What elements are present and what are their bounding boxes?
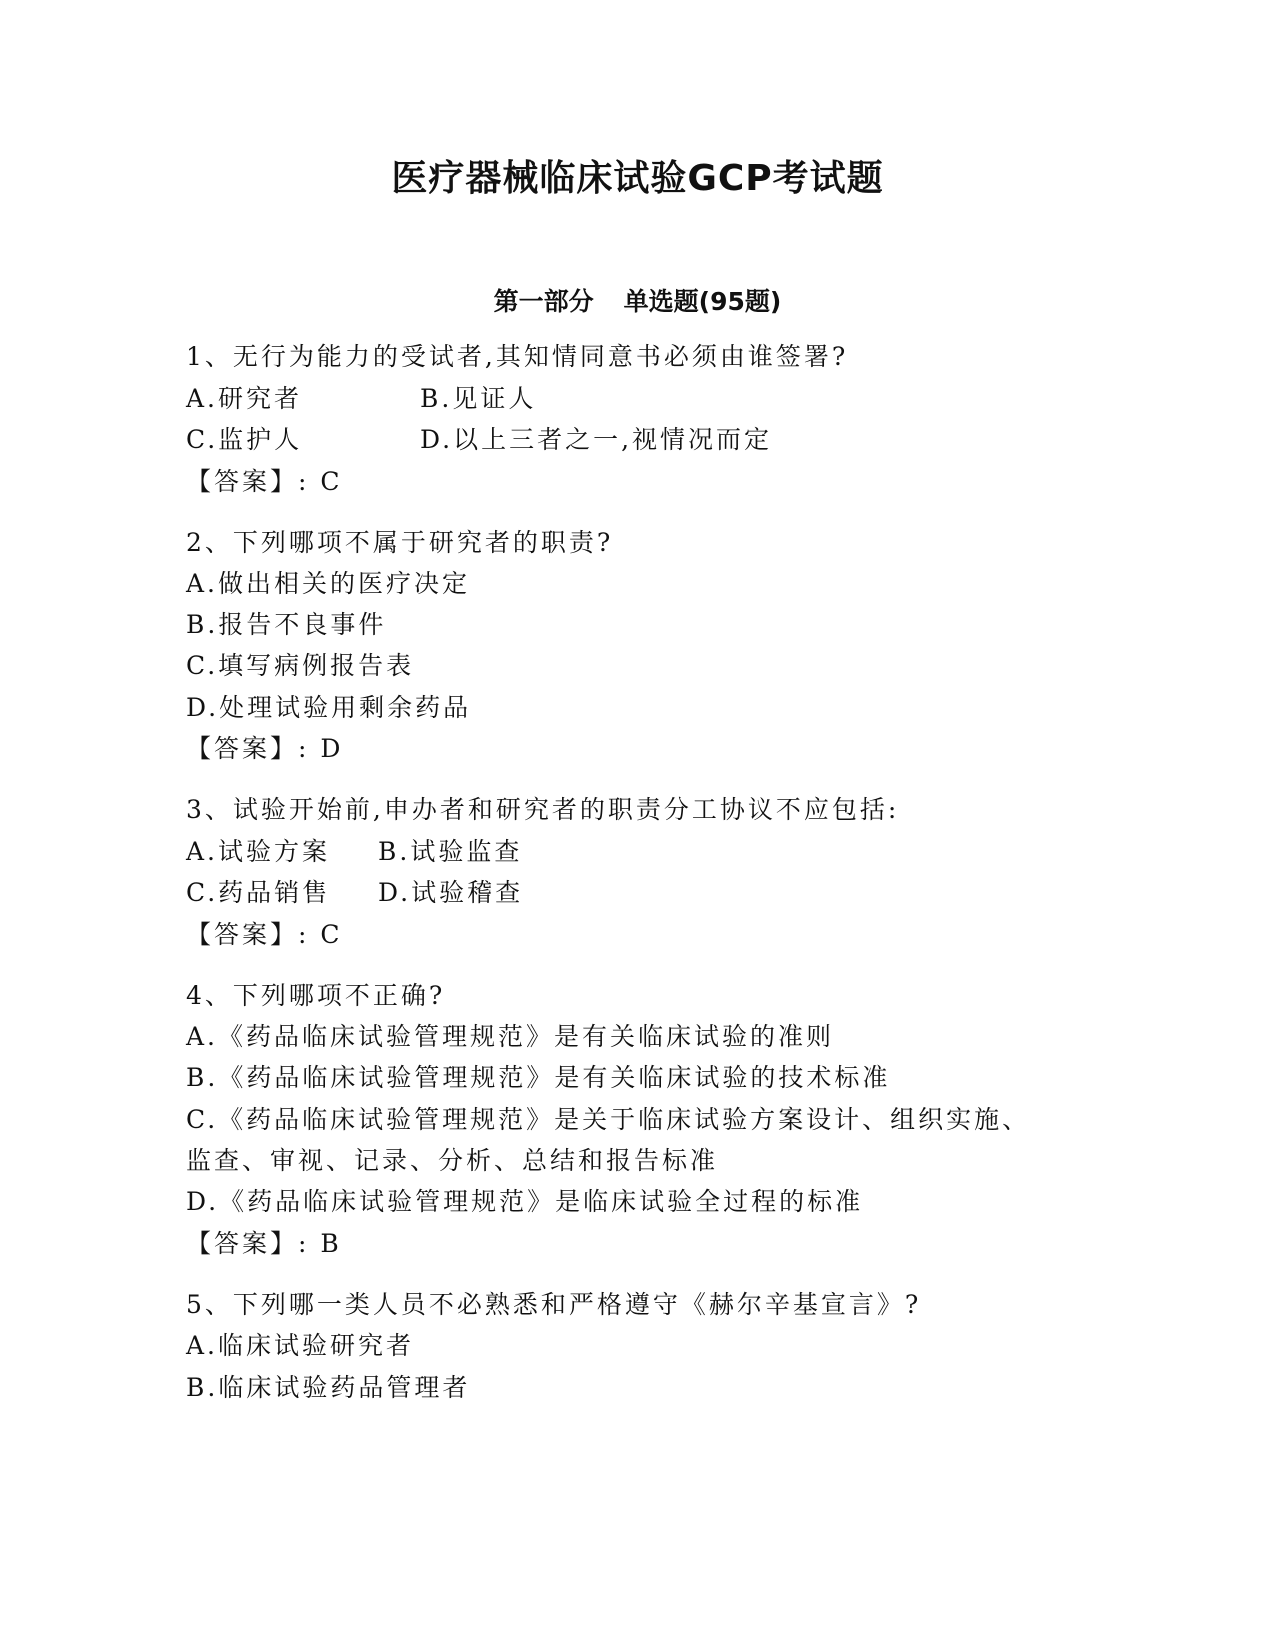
question-1-option-a: A.研究者 <box>186 384 303 413</box>
question-5-stem: 5、下列哪一类人员不必熟悉和严格遵守《赫尔辛基宣言》? <box>186 1290 922 1319</box>
question-3-option-d: D.试验稽查 <box>378 878 524 907</box>
section-heading <box>0 282 1275 318</box>
document-title: 医疗器械临床试验GCP考试题 <box>391 158 884 199</box>
question-1-stem: 1、无行为能力的受试者,其知情同意书必须由谁签署? <box>186 342 849 371</box>
question-4-option-b: B.《药品临床试验管理规范》是有关临床试验的技术标准 <box>186 1063 891 1092</box>
question-2-answer: 【答案】: D <box>186 734 344 763</box>
section-name: 单选题(95题) <box>623 287 782 316</box>
question-2-option-b: B.报告不良事件 <box>186 610 387 639</box>
question-4-option-d: D.《药品临床试验管理规范》是临床试验全过程的标准 <box>186 1187 864 1216</box>
question-3-options-row-2 <box>186 878 524 908</box>
question-3-option-a: A.试验方案 <box>186 837 331 866</box>
question-1-options-row-1 <box>186 384 537 414</box>
question-4-stem: 4、下列哪项不正确? <box>186 981 446 1010</box>
question-4-option-a: A.《药品临床试验管理规范》是有关临床试验的准则 <box>186 1022 835 1051</box>
question-2-stem: 2、下列哪项不属于研究者的职责? <box>186 528 614 557</box>
question-3-options-row-1 <box>186 837 523 867</box>
question-3-option-c: C.药品销售 <box>186 878 331 907</box>
question-5-option-a: A.临床试验研究者 <box>186 1331 415 1360</box>
question-2-option-d: D.处理试验用剩余药品 <box>186 693 472 722</box>
question-4-answer: 【答案】: B <box>186 1229 342 1258</box>
question-3-option-b: B.试验监查 <box>378 837 523 866</box>
section-part: 第一部分 <box>493 287 594 316</box>
question-3-stem: 3、试验开始前,申办者和研究者的职责分工协议不应包括: <box>186 795 900 824</box>
question-1-options-row-2 <box>186 425 773 455</box>
question-1-option-d: D.以上三者之一,视情况而定 <box>420 425 773 454</box>
question-3-answer: 【答案】: C <box>186 920 343 949</box>
question-1-option-b: B.见证人 <box>420 384 537 413</box>
question-2-option-c: C.填写病例报告表 <box>186 651 415 680</box>
question-4-option-c: C.《药品临床试验管理规范》是关于临床试验方案设计、组织实施、 <box>186 1105 1031 1134</box>
question-2-option-a: A.做出相关的医疗决定 <box>186 569 471 598</box>
question-1-answer: 【答案】: C <box>186 467 343 496</box>
question-4-option-c-continued: 监查、审视、记录、分析、总结和报告标准 <box>186 1146 719 1175</box>
question-1-option-c: C.监护人 <box>186 425 303 454</box>
question-5-option-b: B.临床试验药品管理者 <box>186 1373 471 1402</box>
